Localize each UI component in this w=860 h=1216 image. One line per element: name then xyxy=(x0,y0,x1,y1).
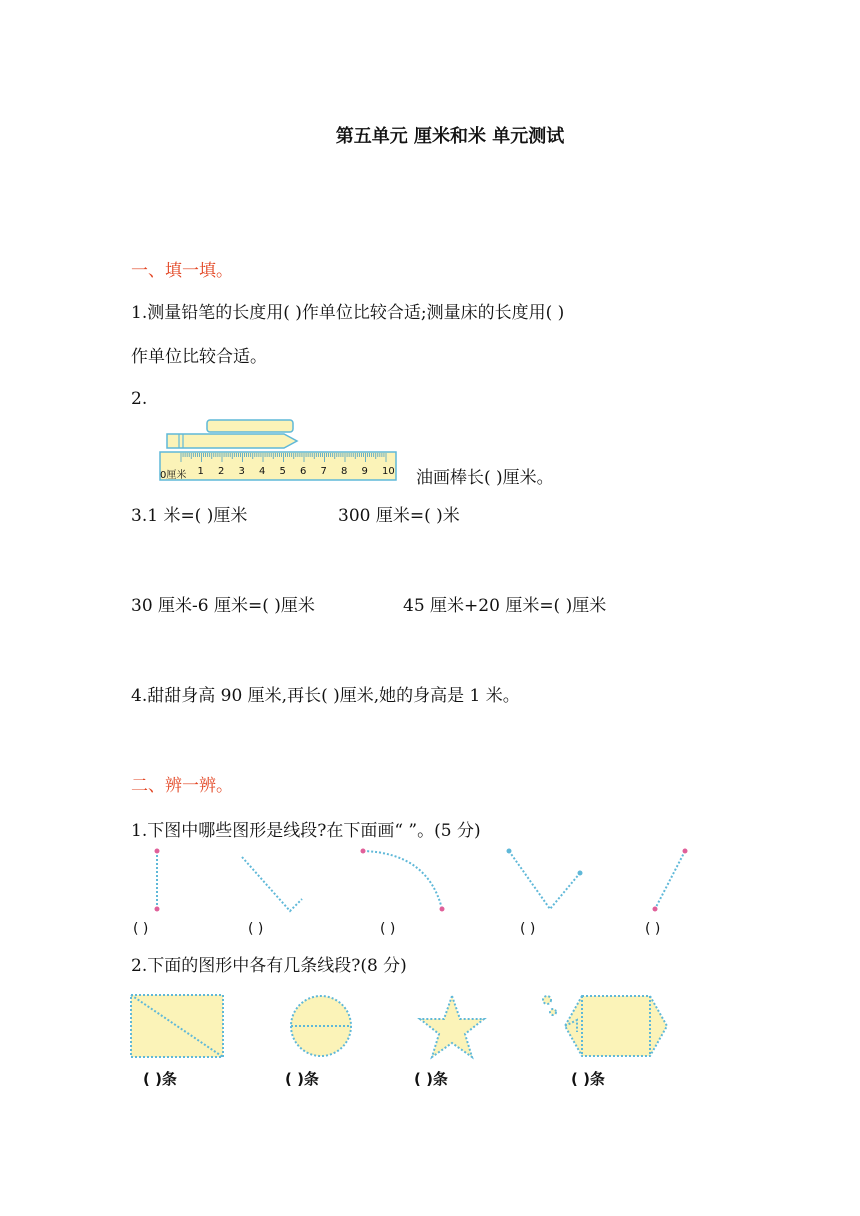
section-heading-fill: 一、填一填。 xyxy=(131,261,233,281)
ruler-number: 4 xyxy=(259,466,266,477)
ruler-number: 3 xyxy=(238,466,245,477)
ruler-number: 1 xyxy=(197,466,204,477)
question-3-b: 300 厘米=( )米 xyxy=(338,506,460,526)
section-heading-judge: 二、辨一辨。 xyxy=(131,776,233,796)
page-title: 第五单元 厘米和米 单元测试 xyxy=(335,126,565,147)
ruler-number: 2 xyxy=(218,466,225,477)
line-figures xyxy=(140,845,710,915)
count-blank-3[interactable]: ( )条 xyxy=(414,1070,448,1088)
endpoint-dot xyxy=(155,849,160,854)
bubble-shape xyxy=(543,996,551,1004)
ruler-number: 10 xyxy=(382,466,395,477)
answer-blank-3[interactable]: ( ) xyxy=(380,921,396,937)
ruler-number: 8 xyxy=(341,466,348,477)
star-shape xyxy=(420,996,484,1057)
endpoint-dot xyxy=(683,849,688,854)
hexagon-shape xyxy=(565,996,667,1056)
question-2-label: 2. xyxy=(131,389,148,409)
figure-bent-line xyxy=(242,857,302,911)
ruler-number: 5 xyxy=(279,466,286,477)
count-blank-1[interactable]: ( )条 xyxy=(143,1070,177,1088)
endpoint-dot xyxy=(578,871,583,876)
endpoint-dot xyxy=(653,907,658,912)
endpoint-dot xyxy=(361,849,366,854)
figure-slanted-segment xyxy=(655,851,685,909)
endpoint-dot xyxy=(440,907,445,912)
answer-blank-4[interactable]: ( ) xyxy=(520,921,536,937)
question-1-line-1: 1.测量铅笔的长度用( )作单位比较合适;测量床的长度用( ) xyxy=(131,303,565,323)
question-3-c: 30 厘米-6 厘米=( )厘米 xyxy=(131,596,315,616)
figure-curve xyxy=(363,851,442,909)
ruler-number: 7 xyxy=(320,466,327,477)
ruler-unit-label: 0厘米 xyxy=(160,470,187,481)
count-blank-4[interactable]: ( )条 xyxy=(571,1070,605,1088)
answer-blank-2[interactable]: ( ) xyxy=(248,921,264,937)
answer-blank-1[interactable]: ( ) xyxy=(133,921,149,937)
count-blank-2[interactable]: ( )条 xyxy=(285,1070,319,1088)
ruler-number: 9 xyxy=(361,466,368,477)
bubble-shape xyxy=(550,1009,556,1015)
ruler-number: 6 xyxy=(300,466,307,477)
endpoint-dot xyxy=(155,907,160,912)
judge-question-1: 1.下图中哪些图形是线段?在下面画“ ”。(5 分) xyxy=(131,821,481,841)
question-3-a: 3.1 米=( )厘米 xyxy=(131,506,248,526)
question-1-line-2: 作单位比较合适。 xyxy=(131,347,267,367)
shape-figures xyxy=(130,992,675,1062)
question-4: 4.甜甜身高 90 厘米,再长( )厘米,她的身高是 1 米。 xyxy=(131,686,520,706)
question-3-d: 45 厘米+20 厘米=( )厘米 xyxy=(403,596,607,616)
question-2-text: 油画棒长( )厘米。 xyxy=(416,468,554,488)
endpoint-dot xyxy=(507,849,512,854)
figure-v-shape xyxy=(509,851,580,909)
judge-question-2: 2.下面的图形中各有几条线段?(8 分) xyxy=(131,956,407,976)
answer-blank-5[interactable]: ( ) xyxy=(645,921,661,937)
